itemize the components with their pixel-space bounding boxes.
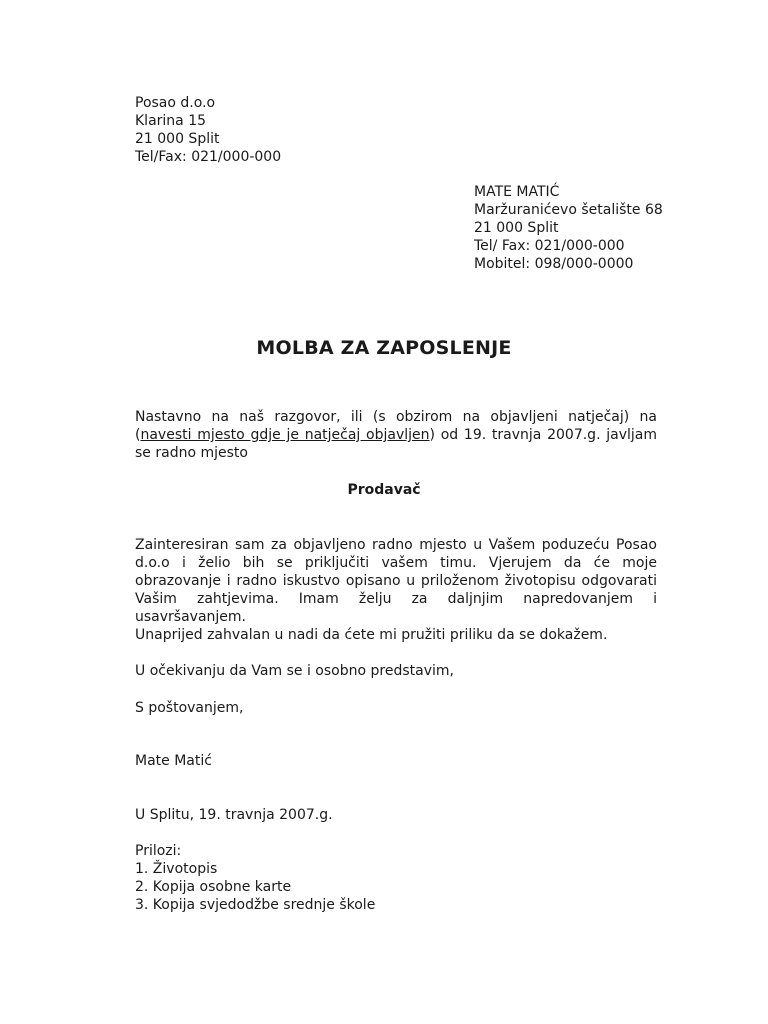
- signature-name: Mate Matić: [135, 753, 212, 769]
- sender-street: Maržuranićevo šetalište 68: [474, 202, 663, 218]
- letter-title: MOLBA ZA ZAPOSLENJE: [256, 337, 512, 359]
- intro-text-before: Nastavno na naš razgovor, ili (s obzirom na objavljeni natječaj) na (: [135, 409, 657, 443]
- recipient-street: Klarina 15: [135, 113, 207, 129]
- recipient-phone: Tel/Fax: 021/000-000: [135, 149, 282, 165]
- attachments-heading: Prilozi:: [135, 843, 182, 859]
- recipient-address: [135, 94, 281, 166]
- body-paragraph: Zainteresiran sam za objavljeno radno mjesto u Vašem poduzeću Posao d.o.o i želio bih se priključiti vašem timu. Vjerujem da će moje obrazovanje i radno iskustvo opisano u priloženom životopisu odgovarati Vašim zahtjevima. Imam želju za daljnjim napredovanjem i usavršavanjem.: [135, 537, 657, 625]
- sender-mobile: Mobitel: 098/000-0000: [474, 256, 634, 272]
- regards-line: S poštovanjem,: [135, 700, 244, 716]
- attachments-list: [135, 842, 375, 914]
- attachment-item: 1. Životopis: [135, 861, 218, 877]
- job-position: Prodavač: [347, 482, 421, 498]
- sender-address: [474, 183, 663, 273]
- place-date: U Splitu, 19. travnja 2007.g.: [135, 807, 333, 823]
- sender-phone: Tel/ Fax: 021/000-000: [474, 238, 625, 254]
- recipient-company: Posao d.o.o: [135, 95, 216, 111]
- attachment-item: 2. Kopija osobne karte: [135, 879, 292, 895]
- sender-city: 21 000 Split: [474, 220, 559, 236]
- attachment-item: 3. Kopija svjedodžbe srednje škole: [135, 897, 376, 913]
- thanks-line: Unaprijed zahvalan u nadi da ćete mi pružiti priliku da se dokažem.: [135, 627, 608, 643]
- intro-text-after: ) od 19. travnja 2007.g. javljam se radno mjesto: [135, 427, 658, 461]
- recipient-city: 21 000 Split: [135, 131, 220, 147]
- sender-name: MATE MATIĆ: [474, 184, 560, 200]
- expectation-line: U očekivanju da Vam se i osobno predstavim,: [135, 663, 454, 679]
- intro-underlined-placeholder: navesti mjesto gdje je natječaj objavljen: [140, 427, 430, 443]
- intro-paragraph: [135, 408, 657, 462]
